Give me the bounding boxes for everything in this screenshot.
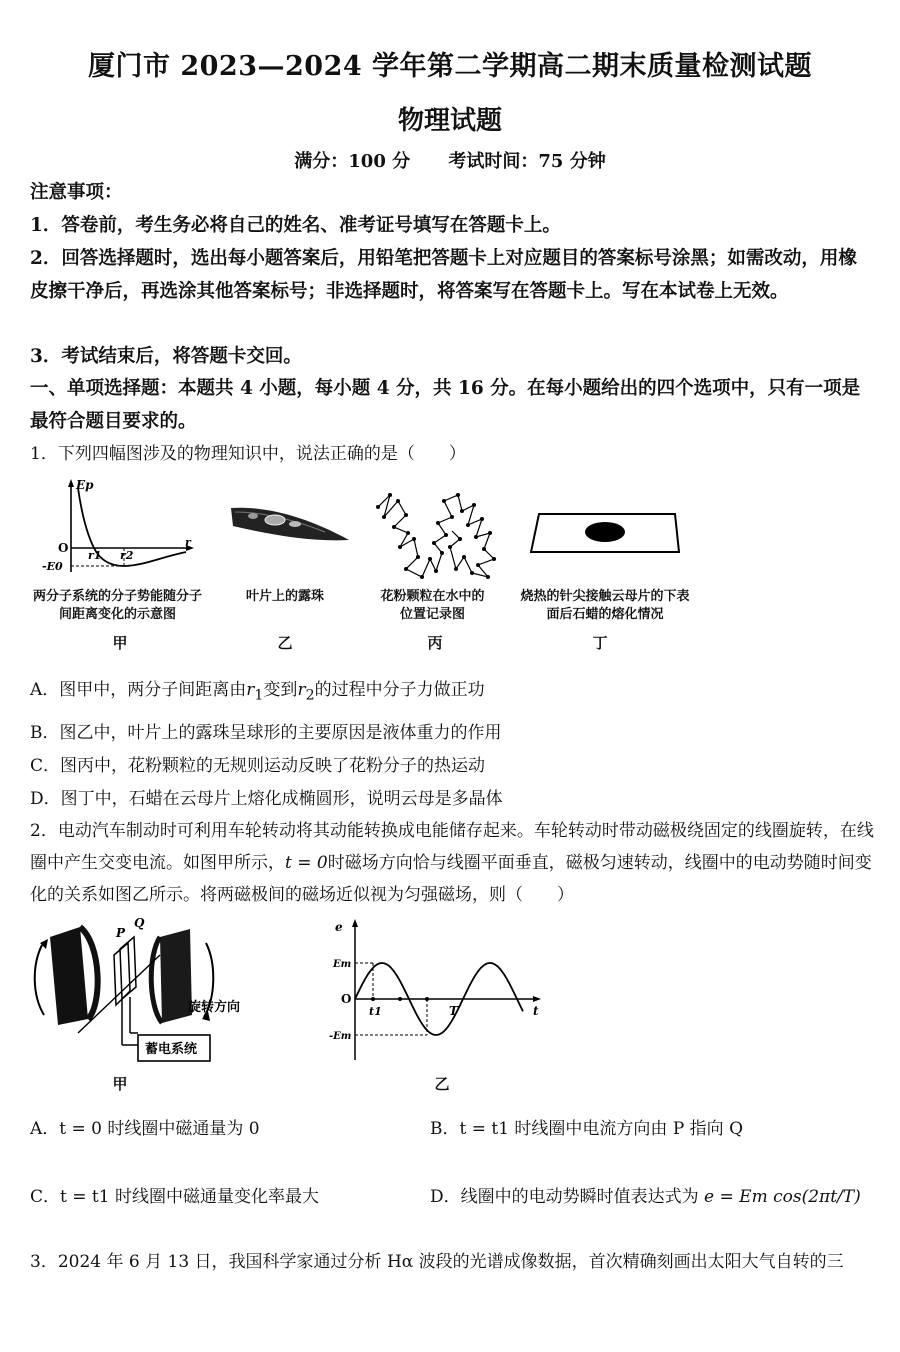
q1-fig-jia-graph: [38, 476, 198, 576]
exam-meta: [0, 147, 900, 173]
graph-em-label: Em: [333, 959, 352, 970]
q1-fig-bing-trajectory: [372, 487, 502, 585]
graph-e-label: e: [335, 920, 343, 934]
q2-label-yi: 乙: [434, 1075, 450, 1093]
q1-caption-bing: 花粉颗粒在水中的位置记录图: [380, 589, 485, 622]
notice-item-3: 3．考试结束后，将答题卡交回。: [30, 346, 302, 367]
notice-heading: 注意事项：: [30, 182, 123, 203]
graph-r2-label: r2: [120, 549, 134, 562]
q1-caption-jia: 两分子系统的分子势能随分子间距离变化的示意图: [32, 589, 202, 622]
q1-label-ding: 丁: [592, 634, 608, 652]
q2-option-d-formula: e = Em cos(2πt/T): [704, 1187, 861, 1207]
graph-o-label: O: [341, 992, 352, 1006]
q1-label-yi: 乙: [277, 634, 293, 652]
q1-option-b: B．图乙中，叶片上的露珠呈球形的主要原因是液体重力的作用: [30, 723, 502, 743]
graph-neg-em-label: -Em: [329, 1031, 352, 1042]
section-heading: 一、单项选择题：本题共 4 小题，每小题 4 分，共 16 分。在每小题给出的四个选项中，只有一项是最符合题目要求的。: [30, 378, 861, 432]
q1-caption-ding: 烧热的针尖接触云母片的下表面后石蜡的熔化情况: [520, 589, 690, 622]
q2-option-d: D．线圈中的电动势瞬时值表达式为 e = Em cos(2πt/T): [430, 1187, 861, 1207]
graph-origin-label: O: [58, 541, 69, 555]
graph-t-label: t: [533, 1004, 539, 1018]
q1-fig-ding-mica: [525, 510, 685, 556]
q1-caption-yi: 叶片上的露珠: [245, 589, 324, 604]
graph-T-label: T: [449, 1004, 458, 1018]
q2-option-a: A．t = 0 时线圈中磁通量为 0: [30, 1119, 260, 1139]
graph-ep-label: Ep: [76, 478, 94, 492]
exam-time: 考试时间：75 分钟: [448, 151, 606, 172]
q2-option-b: B．t = t1 时线圈中电流方向由 P 指向 Q: [430, 1119, 744, 1139]
notice-item-1: 1．答卷前，考生务必将自己的姓名、准考证号填写在答题卡上。: [30, 215, 561, 236]
q1-label-jia: 甲: [112, 634, 128, 652]
q1-label-bing: 丙: [427, 634, 443, 652]
graph-r1-label: r1: [88, 549, 102, 562]
q2-fig-yi-emf-graph: [325, 915, 555, 1065]
rotation-direction-label: 旋转方向: [188, 1000, 241, 1015]
storage-system-label: 蓄电系统: [145, 1042, 198, 1057]
graph-r-label: r: [185, 536, 191, 549]
q1-stem: 1．下列四幅图涉及的物理知识中，说法正确的是（ ）: [30, 444, 466, 464]
q2-option-c: C．t = t1 时线圈中磁通量变化率最大: [30, 1187, 319, 1207]
notice-item-2: 2．回答选择题时，选出每小题答案后，用铅笔把答题卡上对应题目的答案标号涂黑；如需改动，用橡皮擦干净后，再选涂其他答案标号；非选择题时，将答案写在答题卡上。写在本试卷上无效。: [30, 248, 857, 302]
coil-q-label: Q: [134, 916, 145, 930]
q2-label-jia: 甲: [112, 1075, 128, 1093]
full-score: 满分：100 分: [294, 151, 411, 172]
exam-title: 厦门市 2023—2024 学年第二学期高二期末质量检测试题: [87, 51, 813, 82]
subject-title: 物理试题: [397, 106, 502, 136]
q1-fig-yi-leaf: [225, 496, 355, 556]
q3-stem: 3．2024 年 6 月 13 日，我国科学家通过分析 Hα 波段的光谱成像数据，首次精确刻画出太阳大气自转的三: [30, 1252, 844, 1272]
graph-min-label: -E0: [42, 560, 63, 573]
q2-stem: 2．电动汽车制动时可利用车轮转动将其动能转换成电能储存起来。车轮转动时带动磁极绕固定的线圈旋转，在线圈中产生交变电流。如图甲所示，t = 0时磁场方向恰与线圈平面垂直，磁极匀速转动，线圈中的电动势随时间变化的关系如图乙所示。将两磁极间的磁场近似视为匀强磁场，则（ ）: [30, 821, 874, 905]
q1-option-c: C．图丙中，花粉颗粒的无规则运动反映了花粉分子的热运动: [30, 756, 486, 776]
graph-t1-label: t1: [369, 1005, 382, 1018]
coil-p-label: P: [116, 926, 126, 940]
q1-option-d: D．图丁中，石蜡在云母片上熔化成椭圆形，说明云母是多晶体: [30, 789, 503, 809]
q1-option-a: A．图甲中，两分子间距离由$r_1$变到$r_2$的过程中分子力做正功: [30, 680, 485, 704]
q2-fig-jia-generator: [30, 915, 280, 1070]
